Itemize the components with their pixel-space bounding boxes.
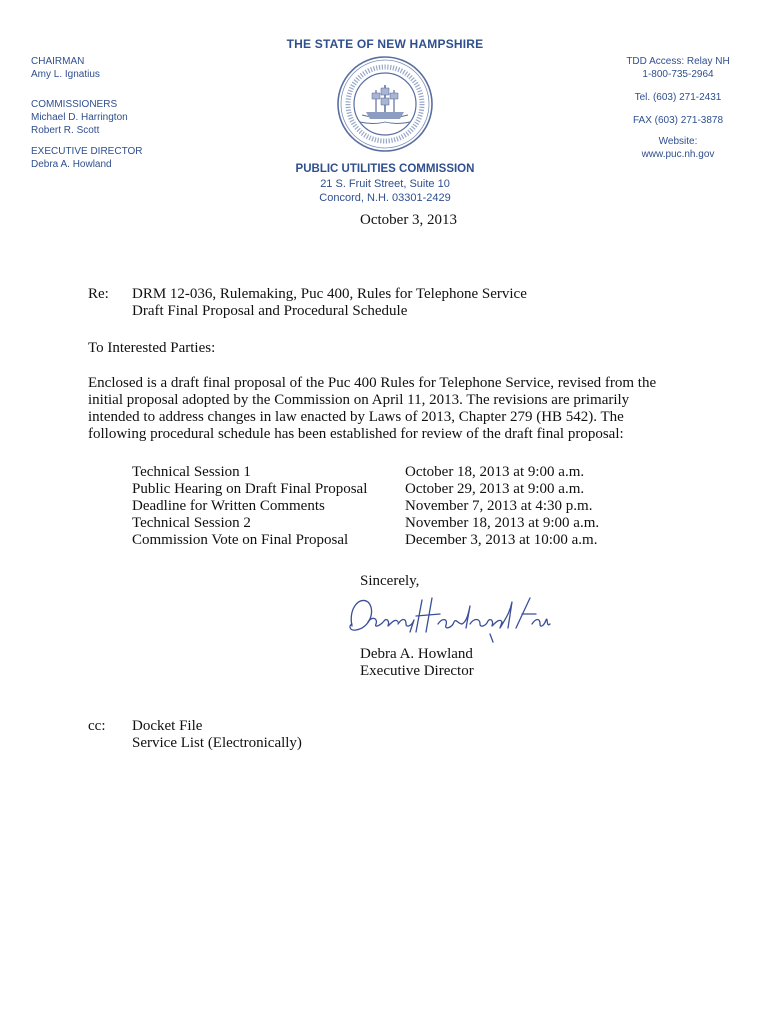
cc-list xyxy=(132,718,302,752)
re-subject-line-2: Draft Final Proposal and Procedural Schedule xyxy=(132,303,408,319)
paragraph-line: intended to address changes in law enacted by Laws of 2013, Chapter 279 (HB 542). The xyxy=(88,409,624,425)
schedule-date: October 18, 2013 at 9:00 a.m. xyxy=(405,464,585,480)
schedule-date: November 18, 2013 at 9:00 a.m. xyxy=(405,515,600,531)
schedule-event: Public Hearing on Draft Final Proposal xyxy=(132,481,368,497)
agency-name: PUBLIC UTILITIES COMMISSION xyxy=(295,163,475,175)
re-label: Re: xyxy=(88,286,109,302)
state-title: THE STATE OF NEW HAMPSHIRE xyxy=(286,37,484,51)
fax-number: FAX (603) 271-3878 xyxy=(632,115,724,126)
cc-label: cc: xyxy=(88,718,106,734)
commissioners-title: COMMISSIONERS xyxy=(31,99,118,110)
cc-recipient: Service List (Electronically) xyxy=(132,735,302,751)
schedule-date: December 3, 2013 at 10:00 a.m. xyxy=(405,532,598,548)
executive-director-name: Debra A. Howland xyxy=(31,159,112,170)
cc-recipient: Docket File xyxy=(132,718,203,734)
body-paragraph xyxy=(88,375,656,443)
executive-director-title: EXECUTIVE DIRECTOR xyxy=(31,146,143,157)
re-subject xyxy=(132,286,527,320)
schedule-dates xyxy=(405,464,599,549)
schedule-event: Deadline for Written Comments xyxy=(132,498,325,514)
letterhead-right-column xyxy=(608,55,748,161)
closing: Sincerely, xyxy=(360,573,420,589)
paragraph-line: following procedural schedule has been established for review of the draft final proposal: xyxy=(88,426,624,442)
schedule-events xyxy=(132,464,367,549)
agency-address-line-1: 21 S. Fruit Street, Suite 10 xyxy=(320,178,450,190)
agency-address-line-2: Concord, N.H. 03301-2429 xyxy=(319,192,451,204)
schedule-date: November 7, 2013 at 4:30 p.m. xyxy=(405,498,593,514)
website-label: Website: xyxy=(658,136,698,147)
salutation: To Interested Parties: xyxy=(88,340,216,356)
chairman-name: Amy L. Ignatius xyxy=(31,69,100,80)
tdd-label: TDD Access: Relay NH xyxy=(626,56,730,67)
signer-block xyxy=(360,646,474,680)
schedule-date: October 29, 2013 at 9:00 a.m. xyxy=(405,481,585,497)
paragraph-line: initial proposal adopted by the Commission on April 11, 2013. The revisions are primarily xyxy=(88,392,630,408)
re-subject-line-1: DRM 12-036, Rulemaking, Puc 400, Rules for Telephone Service xyxy=(132,286,527,302)
signer-name: Debra A. Howland xyxy=(360,646,473,662)
letter-date: October 3, 2013 xyxy=(360,212,458,228)
letterhead-left-column xyxy=(31,55,143,171)
signer-title: Executive Director xyxy=(360,663,474,679)
handwritten-signature xyxy=(340,588,555,648)
schedule-event: Commission Vote on Final Proposal xyxy=(132,532,349,548)
commissioner-2: Robert R. Scott xyxy=(31,125,100,136)
state-seal-icon xyxy=(336,55,434,153)
website-link[interactable]: www.puc.nh.gov xyxy=(641,149,715,160)
paragraph-line: Enclosed is a draft final proposal of the Puc 400 Rules for Telephone Service, revised from the xyxy=(88,375,657,391)
schedule-event: Technical Session 2 xyxy=(132,515,251,531)
tdd-number: 1-800-735-2964 xyxy=(642,69,714,80)
schedule-event: Technical Session 1 xyxy=(132,464,251,480)
telephone-number: Tel. (603) 271-2431 xyxy=(634,92,722,103)
commissioner-1: Michael D. Harrington xyxy=(31,112,128,123)
chairman-title: CHAIRMAN xyxy=(31,56,85,67)
